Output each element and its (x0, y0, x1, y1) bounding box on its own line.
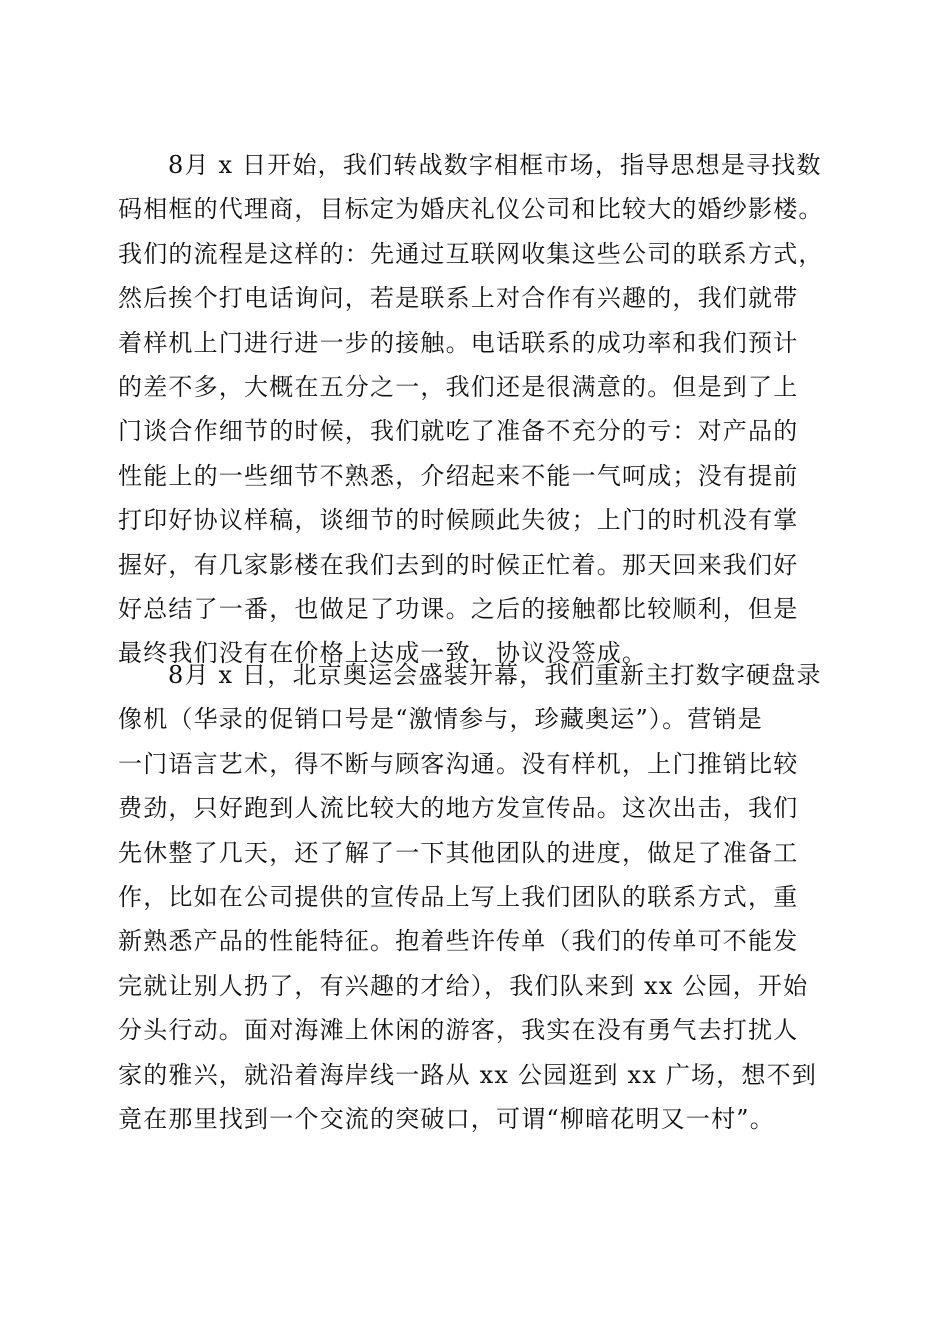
text-line: 着样机上门进行进一步的接触。电话联系的成功率和我们预计 (118, 328, 799, 357)
text-line: 握好，有几家影楼在我们去到的时候正忙着。那天回来我们好 (118, 550, 799, 579)
text-line: 费劲，只好跑到人流比较大的地方发宣传品。这次出击，我们 (118, 794, 799, 823)
text-line: 像机（华录的促销口号是“激情参与，珍藏奥运”）。营销是 (118, 705, 763, 734)
text-line: 的差不多，大概在五分之一，我们还是很满意的。但是到了上 (118, 372, 799, 401)
text-line: 先休整了几天，还了解了一下其他团队的进度，做足了准备工 (118, 838, 799, 867)
text-line: 码相框的代理商，目标定为婚庆礼仪公司和比较大的婚纱影楼。 (118, 195, 824, 224)
text-line: 8月 x 日，北京奥运会盛装开幕，我们重新主打数字硬盘录 (168, 661, 822, 689)
text-line: 最终我们没有在价格上达成一致，协议没签成。 (118, 639, 648, 668)
text-line: 门谈合作细节的时候，我们就吃了准备不充分的亏：对产品的 (118, 417, 799, 446)
text-line: 然后挨个打电话询问，若是联系上对合作有兴趣的，我们就带 (118, 284, 799, 313)
text-line: 一门语言艺术，得不断与顾客沟通。没有样机，上门推销比较 (118, 749, 799, 778)
text-line: 8月 x 日开始，我们转战数字相框市场，指导思想是寻找数 (168, 151, 822, 179)
paragraph-olympics-dvr-promotion (118, 653, 838, 1141)
text-line: 竟在那里找到一个交流的突破口，可谓“柳暗花明又一村”。 (118, 1104, 775, 1133)
text-line: 分头行动。面对海滩上休闲的游客，我实在没有勇气去打扰人 (118, 1016, 799, 1045)
text-line: 打印好协议样稿，谈细节的时候顾此失彼；上门的时机没有掌 (118, 506, 799, 535)
text-line: 性能上的一些细节不熟悉，介绍起来不能一气呵成；没有提前 (118, 461, 799, 490)
text-line: 好总结了一番，也做足了功课。之后的接触都比较顺利，但是 (118, 594, 799, 623)
text-line: 家的雅兴，就沿着海岸线一路从 xx 公园逛到 xx 广场，想不到 (118, 1060, 818, 1089)
text-line: 作，比如在公司提供的宣传品上写上我们团队的联系方式，重 (118, 882, 799, 911)
text-line: 完就让别人扔了，有兴趣的才给），我们队来到 xx 公园，开始 (118, 971, 809, 1000)
text-line: 我们的流程是这样的：先通过互联网收集这些公司的联系方式， (118, 239, 824, 268)
paragraph-digital-frame-market (118, 143, 838, 676)
text-line: 新熟悉产品的性能特征。抱着些许传单（我们的传单可不能发 (118, 927, 799, 956)
